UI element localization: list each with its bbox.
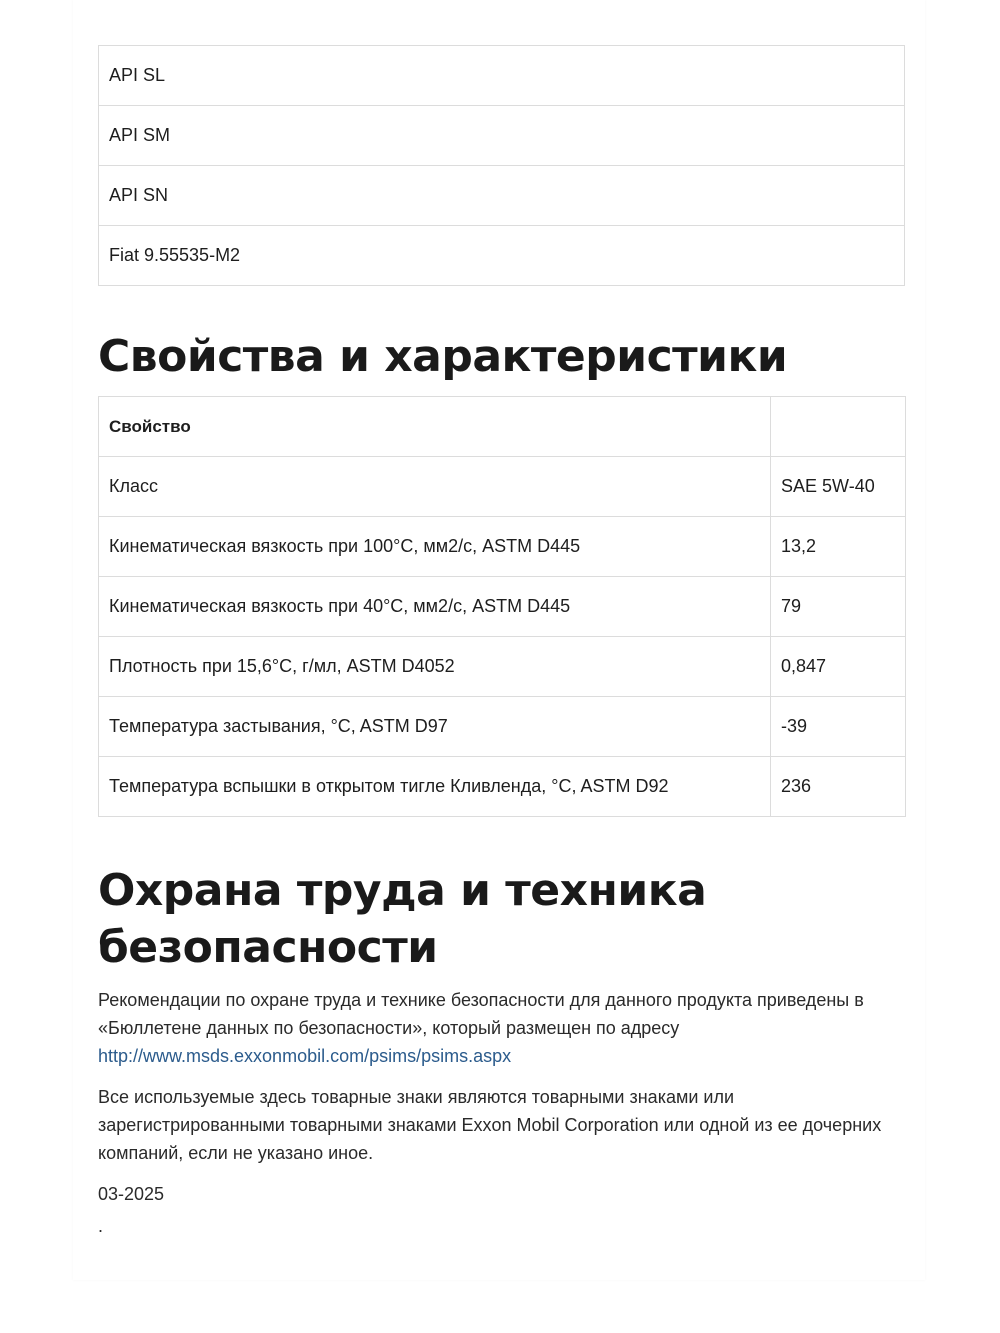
- trailing-mark: .: [98, 1216, 104, 1236]
- table-row: [99, 577, 906, 637]
- safety-text: Рекомендации по охране труда и технике безопасности для данного продукта приведены в «Бюллетене данных по безопасности», который размещен по адресу: [98, 990, 864, 1038]
- table-row: [99, 697, 906, 757]
- table-row: [99, 46, 905, 106]
- property-value: 0,847: [771, 637, 906, 697]
- property-name: Плотность при 15,6°C, г/мл, ASTM D4052: [99, 637, 771, 697]
- table-row: [99, 457, 906, 517]
- table-row: [99, 106, 905, 166]
- property-value: 236: [771, 757, 906, 817]
- trademark-paragraph: Все используемые здесь товарные знаки являются товарными знаками или зарегистрированными товарными знаками Exxon Mobil Corporation или одной из ее дочерних компаний, если не указано иное.: [98, 1087, 882, 1163]
- property-name: Кинематическая вязкость при 40°C, мм2/с, ASTM D445: [99, 577, 771, 637]
- property-value: -39: [771, 697, 906, 757]
- property-name: Температура вспышки в открытом тигле Кливленда, °C, ASTM D92: [99, 757, 771, 817]
- table-row: [99, 226, 905, 286]
- msds-link[interactable]: http://www.msds.exxonmobil.com/psims/psims.aspx: [98, 1046, 512, 1066]
- property-value: SAE 5W-40: [771, 457, 906, 517]
- approvals-table: [98, 45, 905, 286]
- property-name: Класс: [99, 457, 771, 517]
- property-value: 13,2: [771, 517, 906, 577]
- property-name: Кинематическая вязкость при 100°C, мм2/с, ASTM D445: [99, 517, 771, 577]
- table-header-row: [99, 397, 906, 457]
- safety-paragraph: [98, 986, 910, 1070]
- approval-cell: API SL: [99, 46, 905, 106]
- approval-cell: Fiat 9.55535-M2: [99, 226, 905, 286]
- approval-cell: API SN: [99, 166, 905, 226]
- property-value: 79: [771, 577, 906, 637]
- revision-date: 03-2025: [98, 1184, 165, 1204]
- properties-table: [98, 396, 906, 817]
- column-header-property: Свойство: [99, 397, 771, 457]
- properties-heading: Свойства и характеристики: [98, 331, 788, 382]
- column-header-value: [771, 397, 906, 457]
- table-row: [99, 757, 906, 817]
- table-row: [99, 517, 906, 577]
- safety-heading: Охрана труда и техника безопасности: [98, 865, 707, 973]
- property-name: Температура застывания, °C, ASTM D97: [99, 697, 771, 757]
- table-row: [99, 166, 905, 226]
- table-row: [99, 637, 906, 697]
- approval-cell: API SM: [99, 106, 905, 166]
